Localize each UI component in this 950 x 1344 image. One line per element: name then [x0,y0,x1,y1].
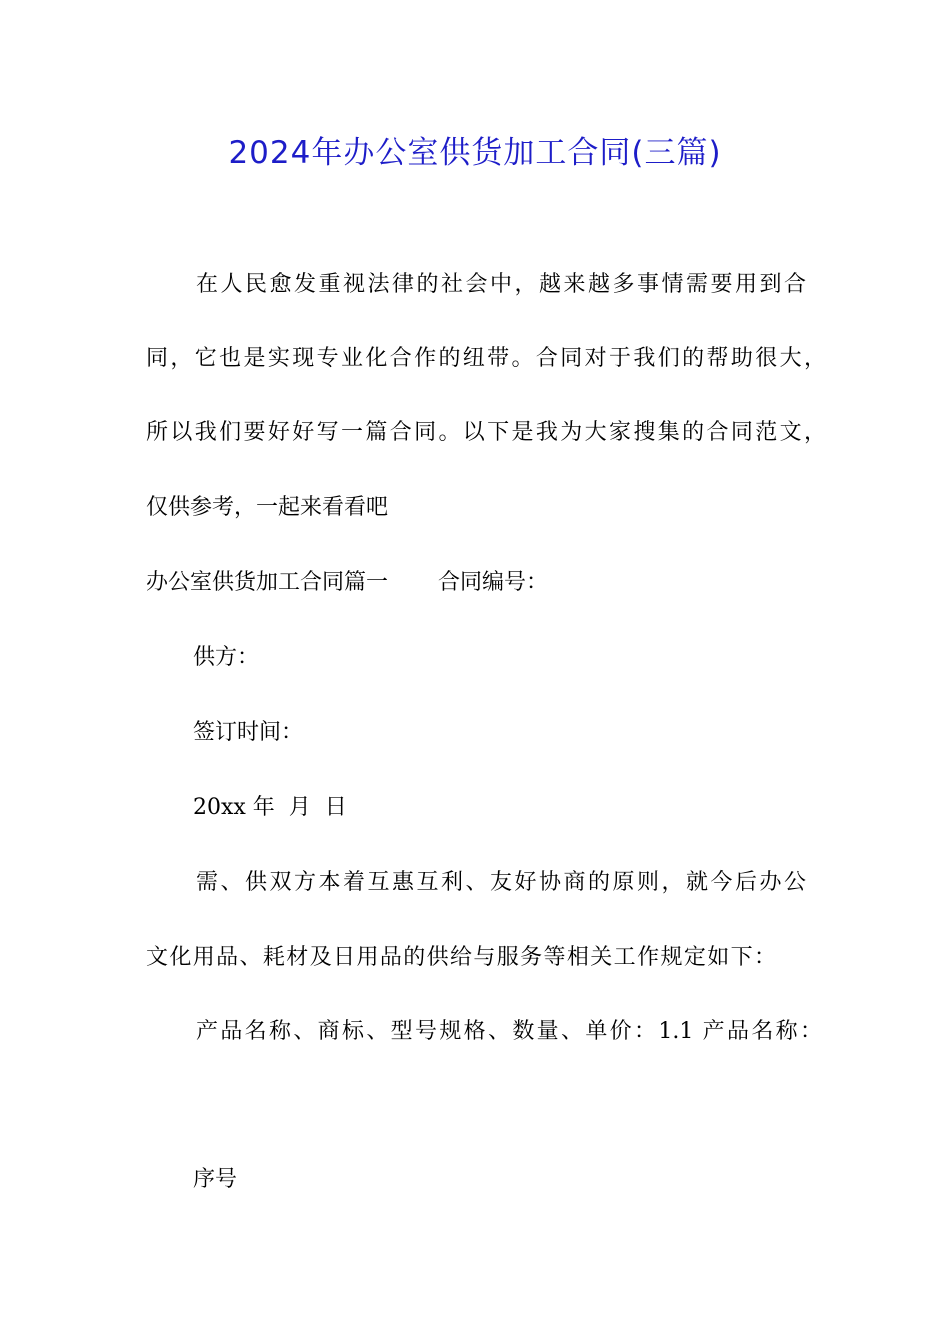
intro-line-2: 同，它也是实现专业化合作的纽带。合同对于我们的帮助很大， [146,346,826,371]
intro-line-4: 仅供参考，一起来看看吧 [146,495,389,520]
intro-line-3: 所以我们要好好写一篇合同。以下是我为大家搜集的合同范文， [146,420,826,445]
serial-label: 序号 [193,1167,238,1192]
paragraph-1-line-1: 需、供双方本着互惠互利、友好协商的原则，就今后办公 [196,870,806,895]
document-title: 2024年办公室供货加工合同(三篇) [228,135,722,171]
section-heading-row [146,568,826,598]
section-heading: 办公室供货加工合同篇一 [146,570,389,595]
product-line: 产品名称、商标、型号规格、数量、单价：1.1 产品名称： [196,1019,822,1044]
sign-time-label: 签订时间： [193,720,304,745]
intro-line-1: 在人民愈发重视法律的社会中，越来越多事情需要用到合 [196,272,806,297]
date-line: 20xx 年 月 日 [193,795,347,820]
contract-number-label: 合同编号： [438,570,549,595]
paragraph-1-line-2: 文化用品、耗材及日用品的供给与服务等相关工作规定如下： [146,945,776,970]
supplier-label: 供方： [193,645,260,670]
